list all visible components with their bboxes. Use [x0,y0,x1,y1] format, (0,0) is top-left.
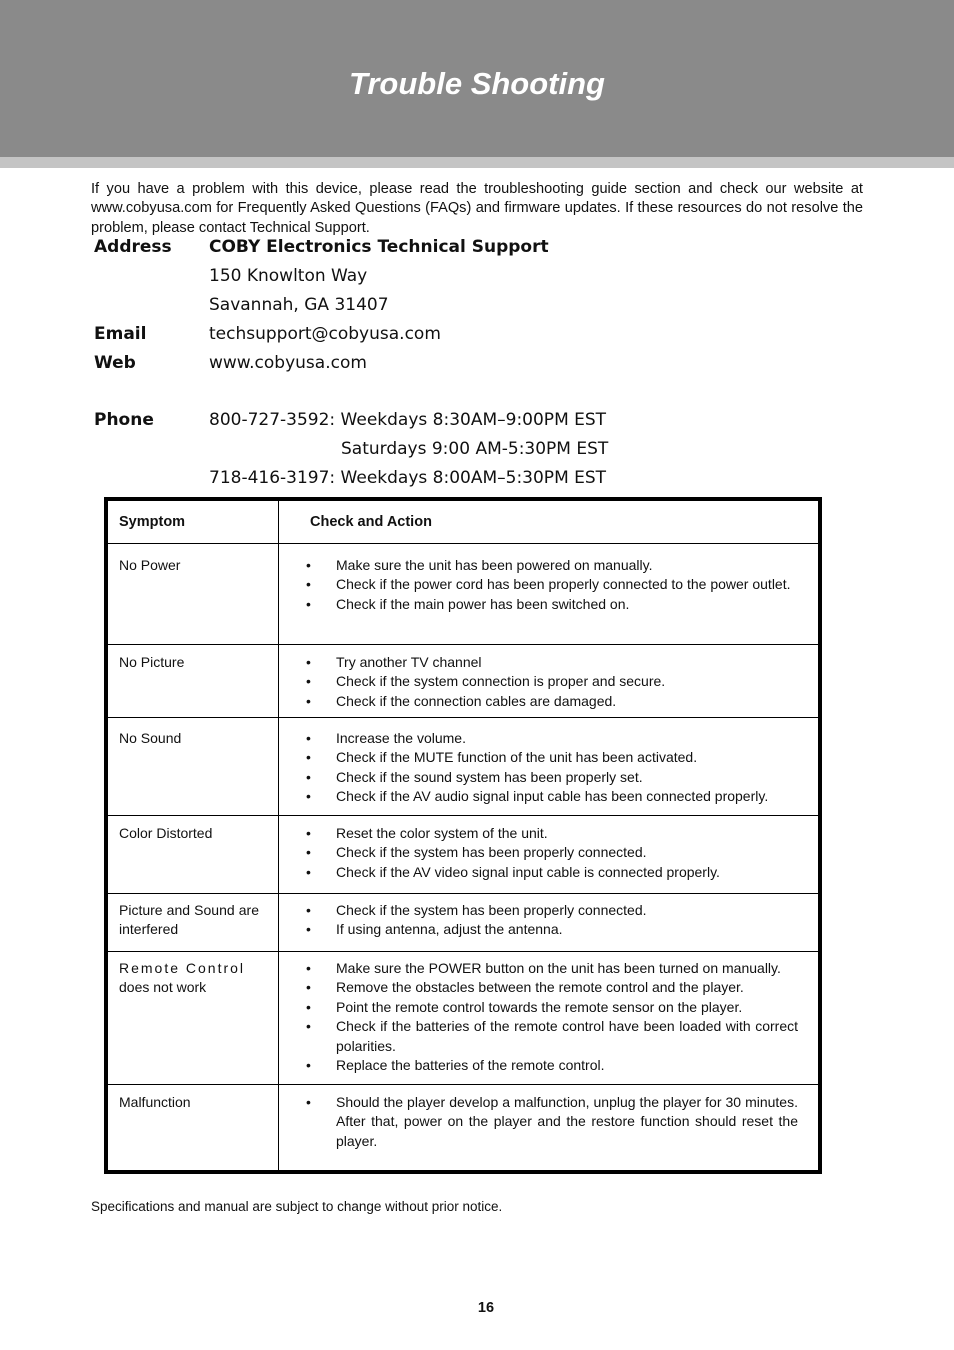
symptom-cell: Picture and Sound are interfered [119,902,259,938]
action-item: • Make sure the unit has been powered on manually. [306,556,798,575]
action-list [306,556,798,614]
action-item: • Reset the color system of the unit. [306,824,798,843]
email-address: techsupport@cobyusa.com [209,324,441,344]
web-label: Web [94,353,136,373]
symptom-cell: Color Distorted [119,825,213,841]
action-item: • Check if the AV video signal input cable is connected properly. [306,863,798,882]
table-row [108,816,818,894]
footer-note: Specifications and manual are subject to change without prior notice. [91,1199,503,1214]
symptom-line: does not work [119,979,207,996]
intro-paragraph: If you have a problem with this device, please read the troubleshooting guide section and check our website at www.cobyusa.com for Frequently Asked Questions (FAQs) and firmware updates. If these resources do not resolve the problem, please contact Technical Support. [91,181,863,236]
header-check-action: Check and Action [310,514,432,530]
action-item: • Check if the sound system has been properly set. [306,768,798,787]
phone-label: Phone [94,410,154,430]
table-row [108,894,818,952]
address-label: Address [94,237,172,257]
email-label: Email [94,324,147,344]
table-row [108,952,818,1085]
action-item: • Check if the AV audio signal input cable has been connected properly. [306,787,798,806]
table-row [108,544,818,645]
phone-saturday-hours: Saturdays 9:00 AM-5:30PM EST [341,439,609,459]
action-item: • Point the remote control towards the remote sensor on the player. [306,998,798,1017]
table-row [108,1085,818,1170]
action-list [306,729,798,807]
action-item: • If using antenna, adjust the antenna. [306,920,798,939]
action-item: • Check if the MUTE function of the unit has been activated. [306,748,798,767]
action-list [306,1093,798,1151]
troubleshooting-table [104,497,822,1174]
action-item: • Replace the batteries of the remote control. [306,1056,798,1075]
symptom-cell: No Picture [119,654,185,670]
page-title: Trouble Shooting [348,66,605,101]
address-name: COBY Electronics Technical Support [209,237,549,257]
table-header-row [108,501,818,544]
action-item: • Check if the power cord has been properly connected to the power outlet. [306,575,798,594]
action-item: • Check if the system has been properly connected. [306,843,798,862]
address-line1: 150 Knowlton Way [209,266,368,286]
address-line2: Savannah, GA 31407 [209,295,389,315]
symptom-cell: No Sound [119,730,182,746]
symptom-cell [119,959,259,998]
table-row [108,645,818,718]
action-item: • Make sure the POWER button on the unit has been turned on manually. [306,959,798,978]
action-item: • Should the player develop a malfunction, unplug the player for 30 minutes. After that, power on the player and the restore function should reset the player. [306,1093,798,1151]
action-item: • Remove the obstacles between the remote control and the player. [306,978,798,997]
action-item: • Try another TV channel [306,653,798,672]
action-item: • Increase the volume. [306,729,798,748]
action-item: • Check if the system connection is proper and secure. [306,672,798,691]
action-list [306,901,798,940]
action-item: • Check if the system has been properly connected. [306,901,798,920]
symptom-line: Remote Control [119,960,246,976]
symptom-cell: Malfunction [119,1094,191,1110]
action-list [306,959,798,1075]
header-strip [0,157,954,168]
action-item: • Check if the main power has been switched on. [306,595,798,614]
phone-primary: 800-727-3592: Weekdays 8:30AM–9:00PM EST [209,410,607,430]
page-number: 16 [477,1300,495,1316]
table-row [108,718,818,816]
action-item: • Check if the connection cables are damaged. [306,692,798,711]
phone-secondary: 718-416-3197: Weekdays 8:00AM–5:30PM EST [209,468,607,488]
action-list [306,653,798,711]
action-item: • Check if the batteries of the remote control have been loaded with correct polarities. [306,1017,798,1056]
header-symptom: Symptom [119,514,186,530]
action-list [306,824,798,882]
web-address: www.cobyusa.com [209,353,367,373]
symptom-cell: No Power [119,557,181,573]
